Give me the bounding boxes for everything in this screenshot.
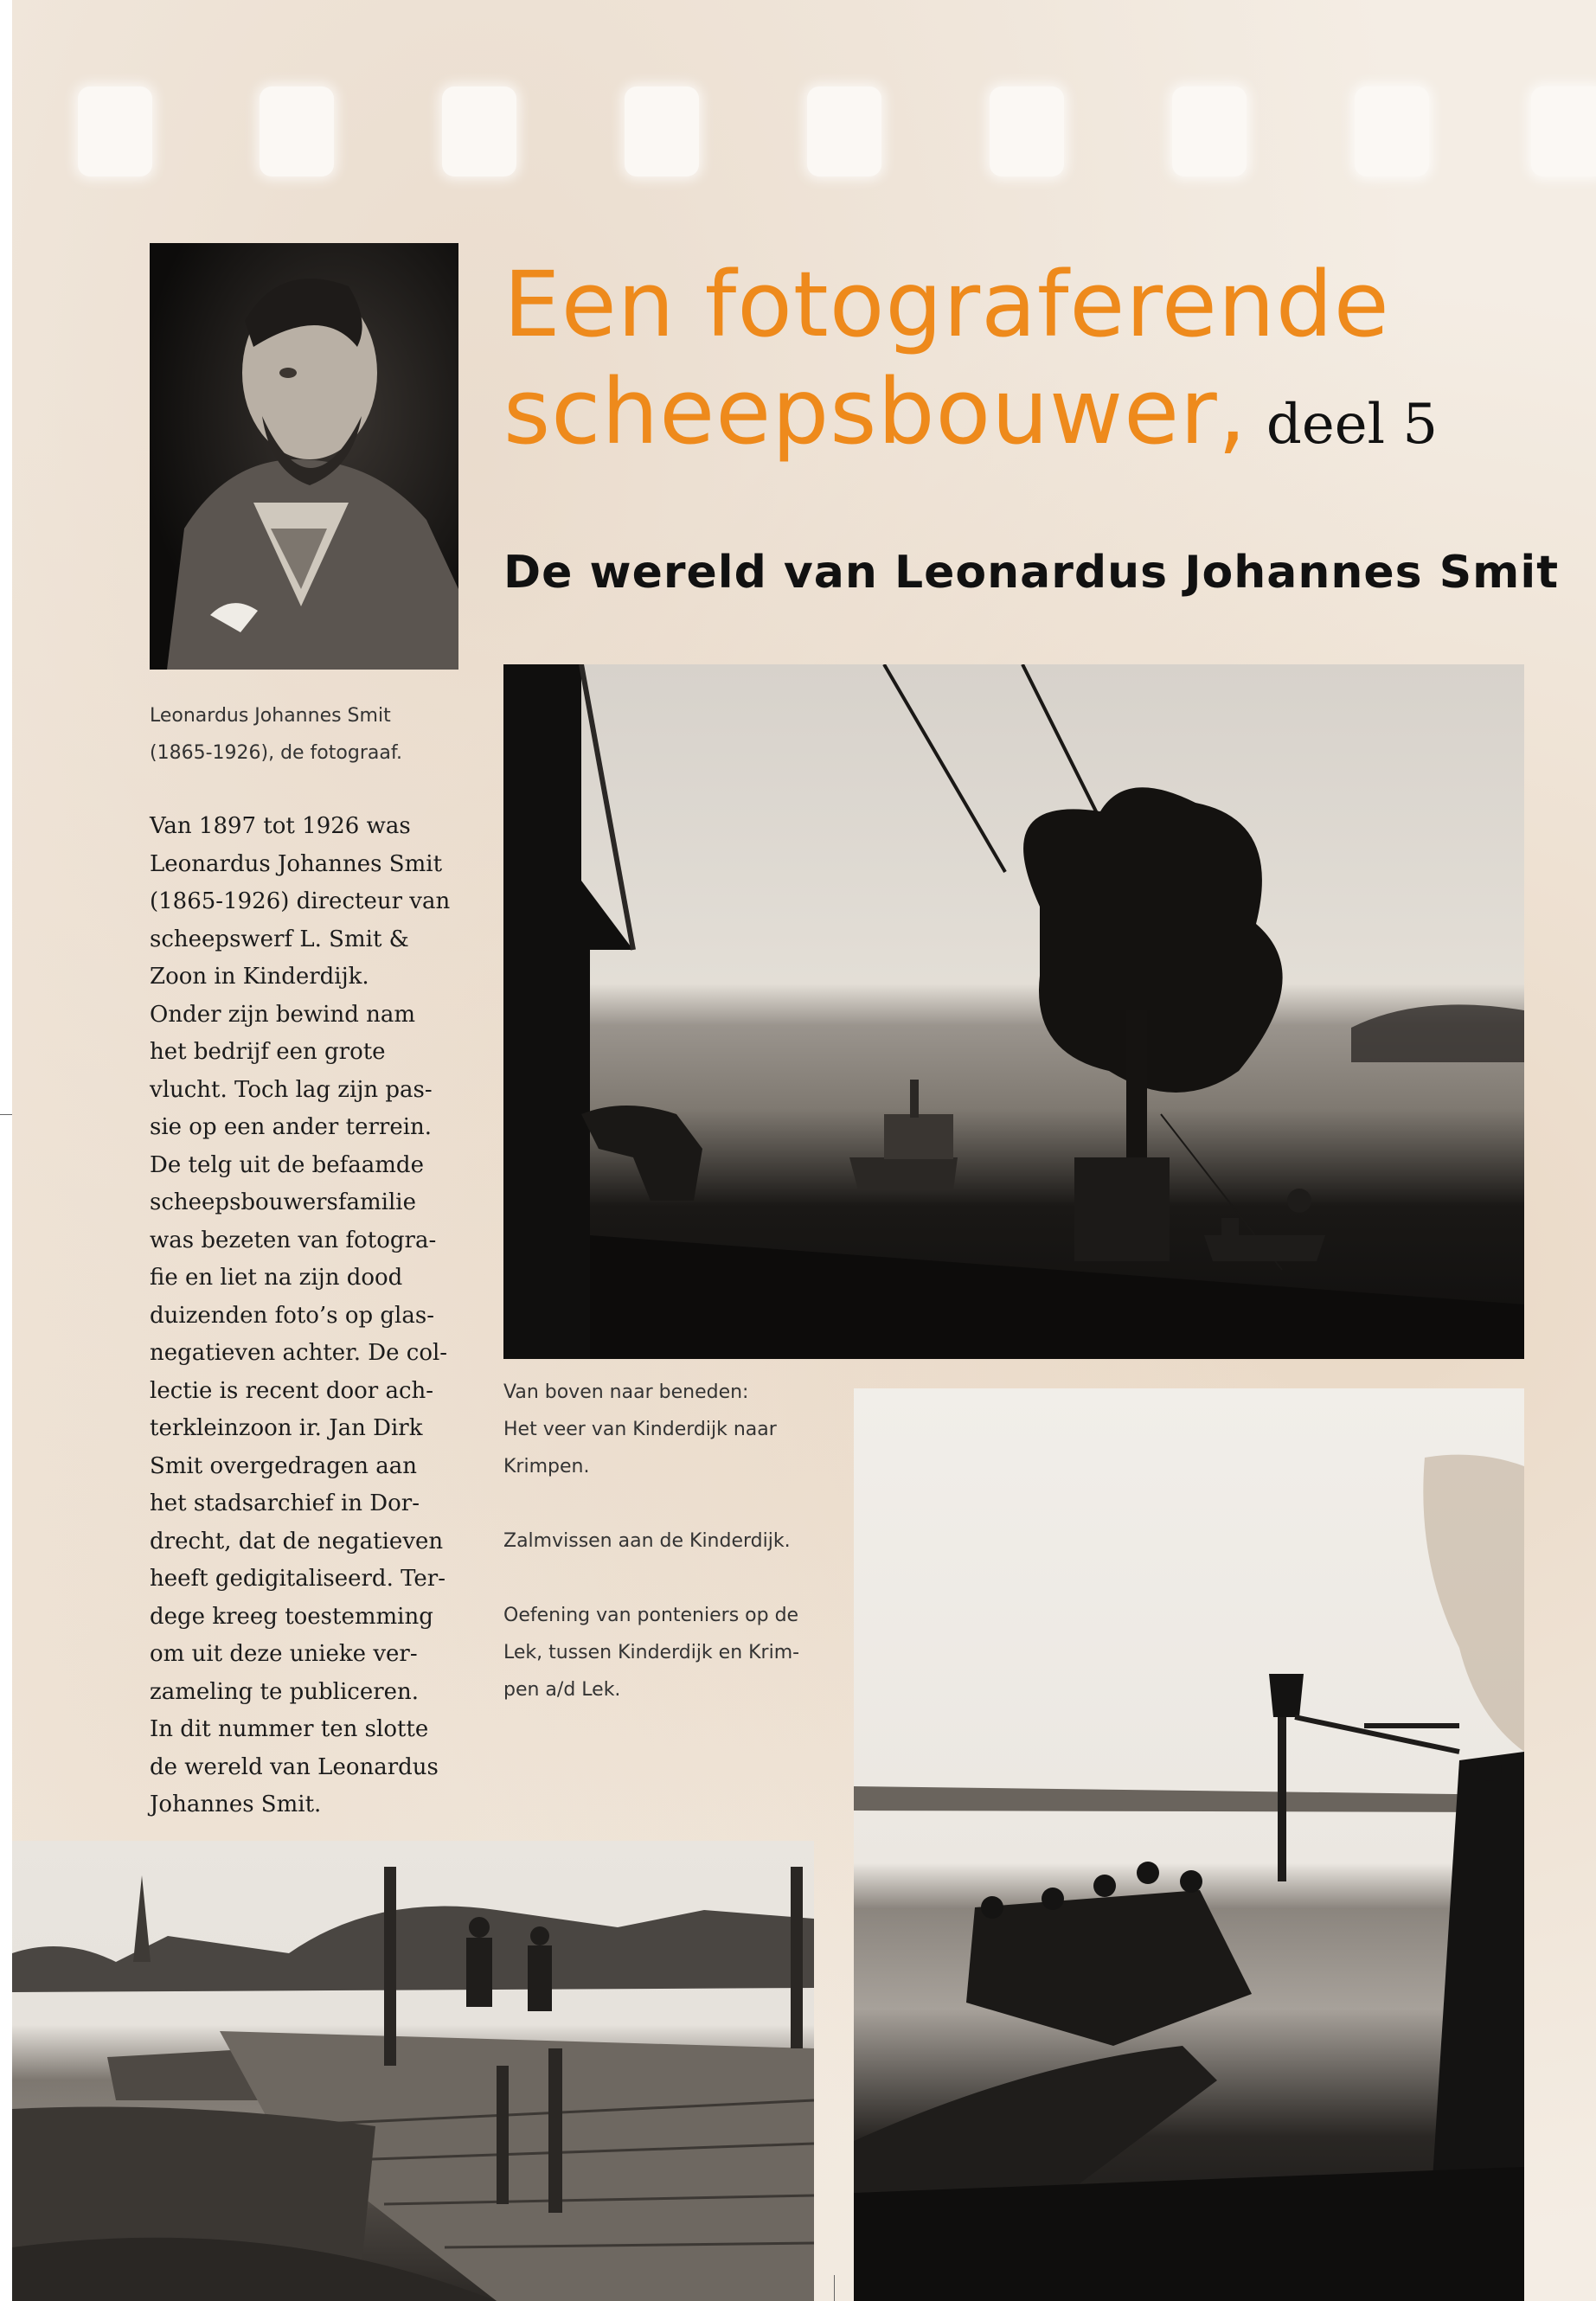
intro-line: Onder zijn bewind nam xyxy=(150,1001,416,1028)
part-number: deel 5 xyxy=(1266,393,1439,457)
caption-spacer xyxy=(503,1485,832,1522)
intro-line: Van 1897 tot 1926 was xyxy=(150,813,411,839)
title-line-2 xyxy=(503,358,1576,478)
intro-line: lectie is recent door ach- xyxy=(150,1377,434,1404)
film-perforation xyxy=(78,87,152,176)
intro-line: De telg uit de befaamde xyxy=(150,1151,424,1178)
pontoon-caption-line: pen a/d Lek. xyxy=(503,1679,621,1701)
salmon-caption-line: Zalmvissen aan de Kinderdijk. xyxy=(503,1530,791,1552)
ferry-caption-line: Krimpen. xyxy=(503,1456,590,1477)
film-perforation xyxy=(990,87,1064,176)
intro-line: het stadsarchief in Dor- xyxy=(150,1490,420,1516)
intro-line: In dit nummer ten slotte xyxy=(150,1716,429,1742)
portrait-caption xyxy=(150,697,444,772)
title-line-1: Een fotograferende xyxy=(503,252,1390,357)
pontoon-exercise-photo xyxy=(854,1388,1524,2301)
film-perforation xyxy=(1531,87,1596,176)
title-line-2-text: scheepsbouwer, xyxy=(503,359,1247,465)
article-subtitle: De wereld van Leonardus Johannes Smit xyxy=(503,547,1560,599)
intro-line: dege kreeg toestemming xyxy=(150,1603,433,1630)
ferry-photo xyxy=(503,664,1524,1359)
intro-line: Zoon in Kinderdijk. xyxy=(150,964,369,990)
pontoon-caption-line: Lek, tussen Kinderdijk en Krim- xyxy=(503,1642,800,1663)
intro-line: duizenden foto’s op glas- xyxy=(150,1302,434,1329)
intro-line: Leonardus Johannes Smit xyxy=(150,850,443,877)
intro-line: drecht, dat de negatieven xyxy=(150,1528,444,1554)
intro-line: Johannes Smit. xyxy=(150,1791,322,1817)
intro-line: scheepsbouwersfamilie xyxy=(150,1189,416,1215)
intro-line: fie en liet na zijn dood xyxy=(150,1265,403,1291)
intro-line: was bezeten van fotogra- xyxy=(150,1227,437,1253)
film-perforation xyxy=(1172,87,1247,176)
film-perforation xyxy=(625,87,699,176)
film-perforation xyxy=(442,87,516,176)
film-perforation xyxy=(260,87,334,176)
intro-paragraph xyxy=(150,808,470,1824)
salmon-fishing-photo xyxy=(12,1841,814,2301)
intro-line: vlucht. Toch lag zijn pas- xyxy=(150,1076,433,1103)
captions-heading: Van boven naar beneden: xyxy=(503,1381,749,1403)
intro-line: heeft gedigitaliseerd. Ter- xyxy=(150,1566,446,1592)
caption-spacer xyxy=(503,1560,832,1597)
crop-mark xyxy=(834,2275,835,2301)
intro-line: scheepswerf L. Smit & xyxy=(150,926,409,952)
photo-captions xyxy=(503,1374,832,1708)
intro-line: zameling te publiceren. xyxy=(150,1678,420,1705)
intro-line: Smit overgedragen aan xyxy=(150,1452,418,1479)
film-strip-border xyxy=(0,0,1596,208)
crop-mark xyxy=(0,1114,12,1115)
intro-line: de wereld van Leonardus xyxy=(150,1753,439,1780)
intro-line: terkleinzoon ir. Jan Dirk xyxy=(150,1415,423,1441)
ferry-caption-line: Het veer van Kinderdijk naar xyxy=(503,1419,777,1440)
intro-line: (1865-1926) directeur van xyxy=(150,888,451,914)
intro-line: sie op een ander terrein. xyxy=(150,1114,433,1140)
intro-line: om uit deze unieke ver- xyxy=(150,1641,418,1667)
film-perforation xyxy=(1355,87,1429,176)
article-title xyxy=(503,251,1576,478)
page-margin xyxy=(0,0,12,2301)
intro-line: het bedrijf een grote xyxy=(150,1039,386,1065)
film-perforation xyxy=(807,87,881,176)
pontoon-caption-line: Oefening van ponteniers op de xyxy=(503,1605,799,1626)
intro-line: negatieven achter. De col- xyxy=(150,1340,448,1366)
caption-line: (1865-1926), de fotograaf. xyxy=(150,742,402,764)
portrait-photo xyxy=(150,243,458,670)
caption-line: Leonardus Johannes Smit xyxy=(150,705,391,727)
